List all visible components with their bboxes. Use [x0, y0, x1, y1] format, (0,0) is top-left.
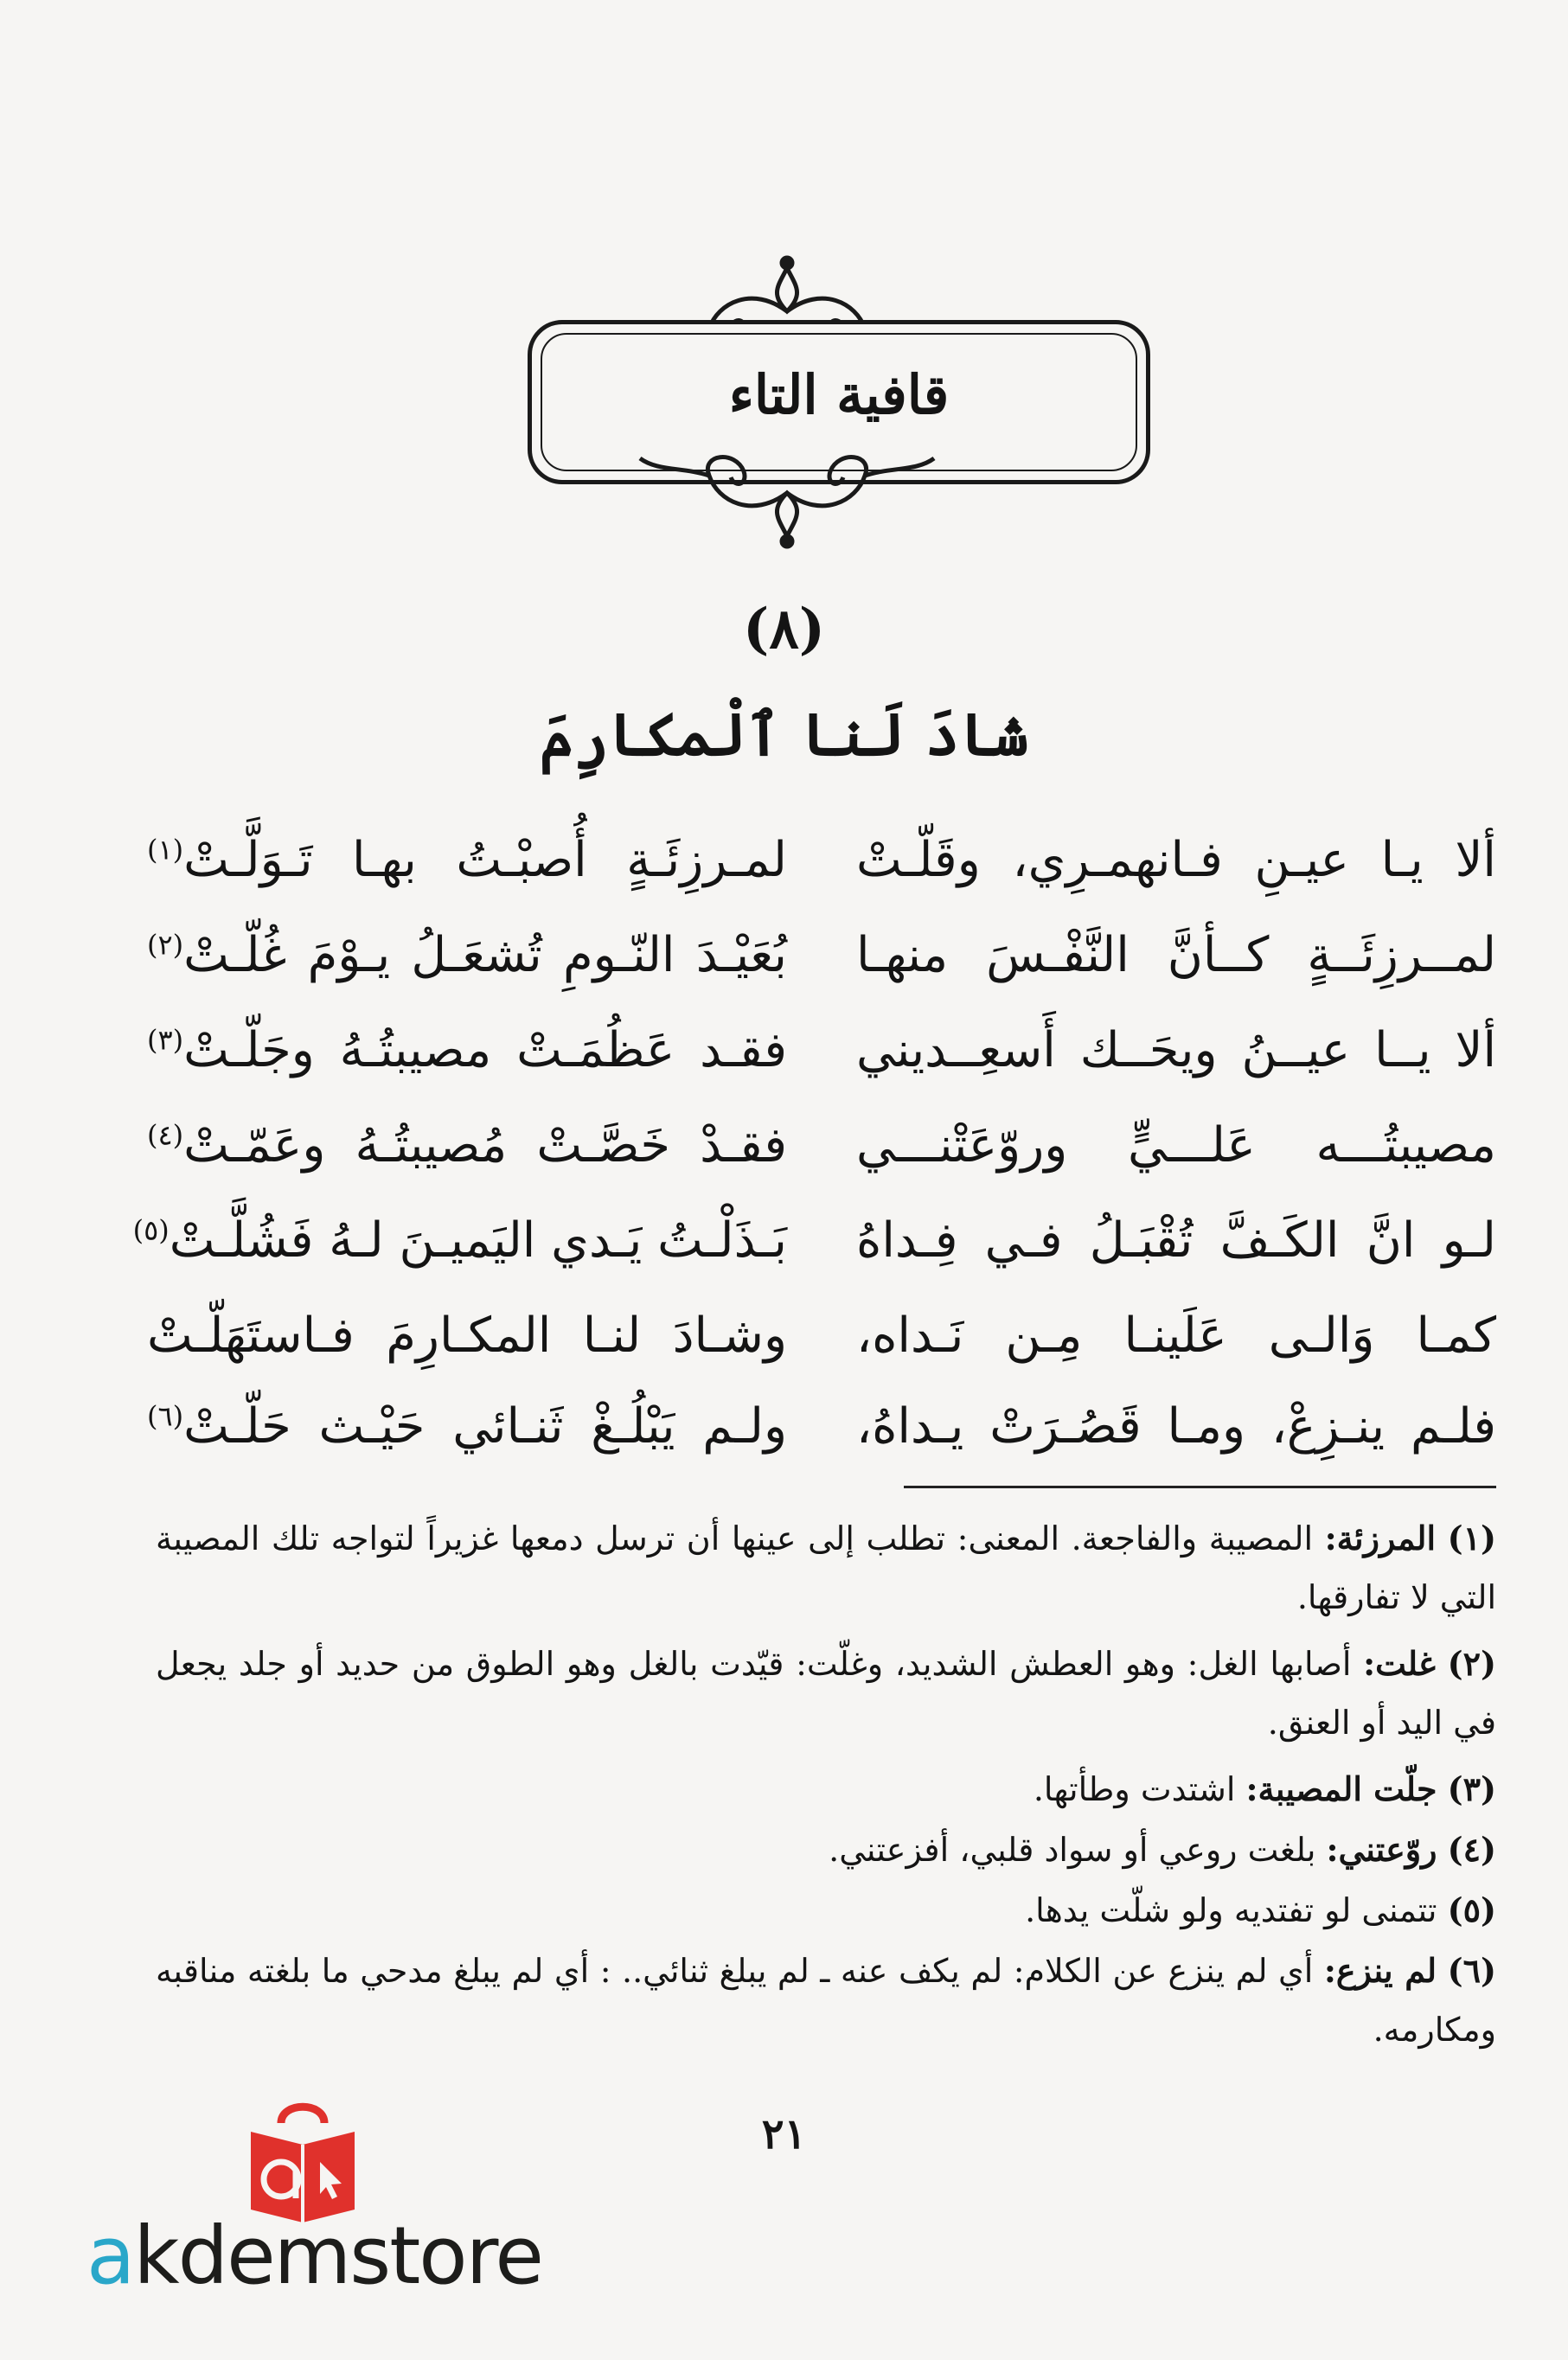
footnote-term: روّعتني:	[1326, 1830, 1437, 1869]
verse-second-hemistich	[147, 1293, 787, 1379]
footnote-text: بلغت روعي أو سواد قلبي، أفزعتني.	[829, 1831, 1327, 1869]
footnote-ref: (٦)	[147, 1399, 184, 1433]
verse-first-hemistich: لـو انَّ الكَـفَّ تُقْبَـلُ فـي فِـداهُ	[856, 1212, 1496, 1269]
verse-first-hemistich: مصيبتُـــه عَلـــيٍّ وروّعَتْنـــي	[856, 1117, 1496, 1174]
hemistich-text: ولـم يَبْلُـغْ ثَنـائي حَيْـث حَلّـتْ	[183, 1398, 787, 1455]
footnote-divider	[904, 1486, 1496, 1488]
ornament-bottom-icon	[605, 450, 969, 553]
footnote-term: غلت:	[1363, 1644, 1436, 1683]
hemistich-text: بَـذَلْـتُ يَـدي اليَميـنَ لـهُ فَشُلَّـتْ	[169, 1212, 787, 1269]
verse-second-hemistich	[147, 1384, 787, 1470]
footnote-ref: (٢)	[147, 928, 184, 962]
watermark-brand	[86, 2210, 571, 2305]
hemistich-text: بُعَيْـدَ النّـومِ تُشعَـلُ يـوْمَ غُلّـتْ	[183, 927, 787, 983]
footnote-number: (٣)	[1447, 1769, 1496, 1808]
footnote	[156, 1881, 1496, 1940]
brand-letter: a	[86, 2210, 134, 2302]
brand-name: kdemstore	[133, 2210, 542, 2302]
book-cart-icon	[242, 2093, 363, 2222]
verse-first-hemistich: ألا يــا عيــنُ ويحَــك أَسعِــديني	[856, 1022, 1496, 1078]
footnote-ref: (٤)	[147, 1118, 184, 1152]
footnote-ref: (٣)	[147, 1023, 184, 1057]
verse-second-hemistich	[147, 912, 787, 999]
verse	[147, 1007, 1496, 1094]
page-number: ٢١	[761, 2110, 807, 2159]
verse	[147, 912, 1496, 999]
footnote-text: أصابها الغل: وهو العطش الشديد، وغلّت: قيّدت بالغل وهو الطوق من حديد أو جلد يجعل في اليد أو العنق.	[156, 1645, 1496, 1742]
footnote-text: تتمنى لو تفتديه ولو شلّت يدها.	[1025, 1891, 1437, 1929]
footnote-text: أي لم ينزع عن الكلام: لم يكف عنه ـ لم يبلغ ثنائي.. : أي لم يبلغ مدحي ما بلغته مناقبه ومكارمه.	[156, 1952, 1496, 2049]
footnote	[156, 1820, 1496, 1879]
verse-second-hemistich	[147, 1103, 787, 1189]
chapter-title: قافية التاء	[728, 363, 950, 426]
verse-second-hemistich	[132, 1198, 787, 1284]
footnote	[156, 1760, 1496, 1819]
footnote-number: (٢)	[1447, 1644, 1496, 1683]
hemistich-text: فقـد عَظُمَـتْ مصيبتُـهُ وجَلّـتْ	[183, 1022, 787, 1078]
footnote-text: المصيبة والفاجعة. المعنى: تطلب إلى عينها أن ترسل دمعها غزيراً لتواجه تلك المصيبة التي لا تفارقها.	[156, 1519, 1496, 1616]
verse-first-hemistich: ألا يـا عيـنِ فـانهمـرِي، وقَلّـتْ	[856, 832, 1496, 888]
footnote-ref: (١)	[147, 833, 184, 867]
footnote-term: لم ينزع:	[1323, 1951, 1437, 1990]
footnote	[156, 1634, 1496, 1752]
verse-second-hemistich	[147, 1007, 787, 1094]
verse-first-hemistich: كمـا وَالـى عَلَينـا مِـن نَـداه،	[856, 1308, 1496, 1364]
hemistich-text: فقـدْ خَصَّـتْ مُصيبتُـهُ وعَمّـتْ	[183, 1117, 787, 1174]
footnote-number: (١)	[1447, 1519, 1496, 1557]
hemistich-text: وشـادَ لنـا المكـارِمَ فـاستَهَلّـتْ	[147, 1308, 787, 1364]
footnote-number: (٤)	[1447, 1830, 1496, 1869]
verse	[147, 1384, 1496, 1470]
footnote-number: (٦)	[1447, 1951, 1497, 1990]
footnote-term: المرزئة:	[1324, 1519, 1437, 1557]
hemistich-text: لمـرزِئَـةٍ أُصبْـتُ بهـا تَـوَلَّـتْ	[183, 832, 787, 888]
poem-number: (٨)	[743, 597, 825, 662]
verse	[147, 817, 1496, 904]
verse-first-hemistich: لمــرزِئَــةٍ كــأنَّ النَّفْـسَ منهـا	[856, 927, 1496, 983]
verse-second-hemistich	[147, 817, 787, 904]
poem-title: شادَ لَنا ٱلْمكارِمَ	[539, 700, 1029, 770]
verse-first-hemistich: فلـم ينـزِعْ، ومـا قَصُـرَتْ يـداهُ،	[856, 1398, 1496, 1455]
verse	[132, 1198, 1496, 1284]
footnote-number: (٥)	[1447, 1890, 1496, 1929]
footnote	[156, 1941, 1496, 2059]
verse	[147, 1103, 1496, 1189]
footnote-ref: (٥)	[132, 1213, 170, 1247]
footnote-text: اشتدت وطأتها.	[1033, 1770, 1246, 1808]
footnote-term: جلّت المصيبة:	[1245, 1769, 1437, 1808]
footnote	[156, 1509, 1496, 1627]
verse	[147, 1293, 1496, 1379]
